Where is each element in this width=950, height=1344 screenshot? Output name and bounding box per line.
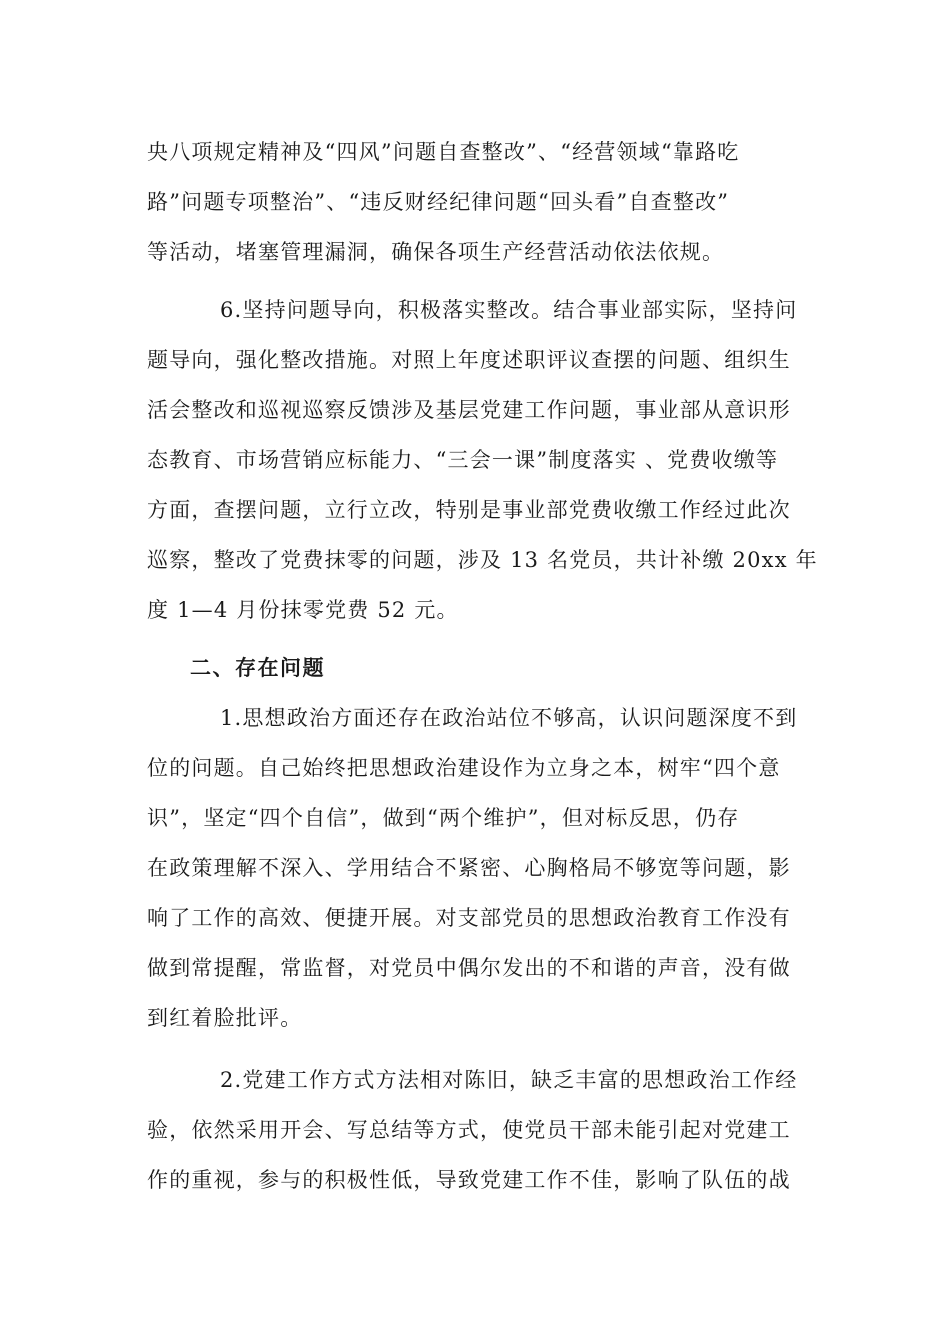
paragraph-problem-2: [147, 1055, 807, 1205]
paragraph-line: 6.坚持问题导向，积极落实整改。结合事业部实际，坚持问: [220, 298, 798, 322]
paragraph-continued: [147, 127, 807, 277]
paragraph-line: 验，依然采用开会、写总结等方式，使党员干部未能引起对党建工: [147, 1118, 791, 1142]
paragraph-line: 位的问题。自己始终把思想政治建设作为立身之本，树牢“四个意: [147, 756, 781, 780]
paragraph-line: 响了工作的高效、便捷开展。对支部党员的思想政治教育工作没有: [147, 906, 791, 930]
paragraph-line: 度 1—4 月份抹零党费 52 元。: [147, 598, 459, 622]
paragraph-line: 做到常提醒，常监督，对党员中偶尔发出的不和谐的声音，没有做: [147, 956, 791, 980]
paragraph-line: 识”，坚定“四个自信”，做到“两个维护”，但对标反思，仍存: [147, 806, 740, 830]
paragraph-line: 题导向，强化整改措施。对照上年度述职评议查摆的问题、组织生: [147, 348, 791, 372]
paragraph-item-6: [147, 285, 818, 635]
paragraph-line: 等活动，堵塞管理漏洞，确保各项生产经营活动依法依规。: [147, 240, 725, 264]
paragraph-line: 态教育、市场营销应标能力、“三会一课”制度落实 、党费收缴等: [147, 448, 779, 472]
paragraph-line: 作的重视，参与的积极性低，导致党建工作不佳，影响了队伍的战: [147, 1168, 791, 1192]
paragraph-line: 路”问题专项整治”、“违反财经纪律问题“回头看”自查整改”: [147, 190, 730, 214]
paragraph-line: 1.思想政治方面还存在政治站位不够高，认识问题深度不到: [220, 706, 798, 730]
paragraph-line: 在政策理解不深入、学用结合不紧密、心胸格局不够宽等问题，影: [147, 856, 791, 880]
paragraph-line: 央八项规定精神及“四风”问题自查整改”、“经营领域“靠路吃: [147, 140, 740, 164]
paragraph-line: 2.党建工作方式方法相对陈旧，缺乏丰富的思想政治工作经: [220, 1068, 798, 1092]
paragraph-line: 巡察，整改了党费抹零的问题，涉及 13 名党员，共计补缴 20xx 年: [147, 548, 818, 572]
paragraph-line: 到红着脸批评。: [147, 1006, 303, 1030]
paragraph-problem-1: [147, 693, 807, 1043]
section-heading: 二、存在问题: [190, 656, 325, 680]
paragraph-line: 方面，查摆问题，立行立改，特别是事业部党费收缴工作经过此次: [147, 498, 791, 522]
paragraph-line: 活会整改和巡视巡察反馈涉及基层党建工作问题，事业部从意识形: [147, 398, 791, 422]
